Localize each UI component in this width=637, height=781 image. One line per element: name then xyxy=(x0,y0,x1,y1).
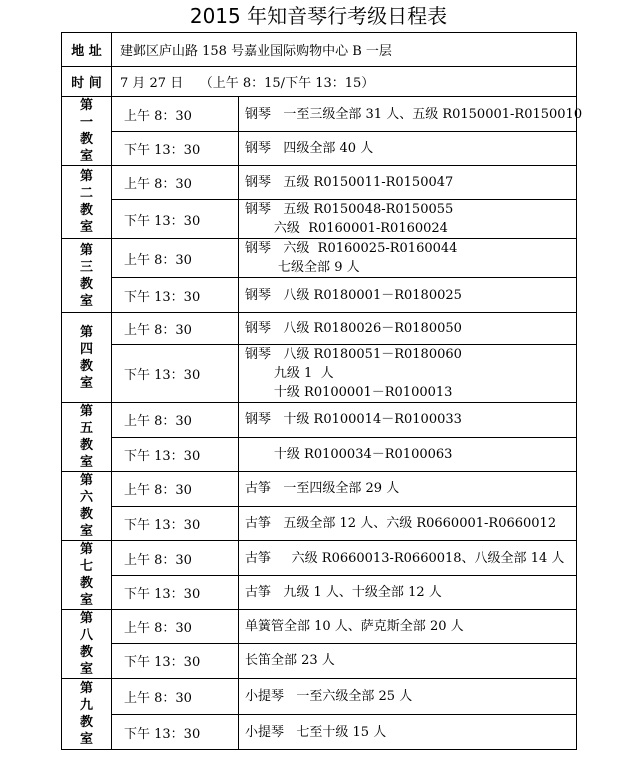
room-name xyxy=(62,166,112,239)
session-row xyxy=(62,679,577,715)
session-content xyxy=(239,541,577,576)
room-name-char: 室 xyxy=(79,220,93,235)
session-time: 下午 13：30 xyxy=(112,715,239,750)
session-time: 上午 8：30 xyxy=(112,610,239,644)
address-value: 建邺区庐山路 158 号嘉业国际购物中心 B 一层 xyxy=(112,33,577,67)
session-time: 下午 13：30 xyxy=(112,345,239,403)
session-row xyxy=(62,97,577,132)
content-line: 钢琴 一至三级全部 31 人、五级 R0150001-R0150010 xyxy=(245,106,583,122)
room-name-char: 第 xyxy=(79,169,93,184)
room-name-char: 第 xyxy=(79,542,93,557)
session-row xyxy=(62,132,577,166)
session-content xyxy=(239,97,583,132)
content-line: 钢琴 五级 R0150011-R0150047 xyxy=(245,175,454,190)
session-time: 上午 8：30 xyxy=(112,313,239,345)
session-content xyxy=(239,200,577,239)
room-name-char: 教 xyxy=(79,276,93,292)
room-name-char: 教 xyxy=(79,715,93,730)
session-content xyxy=(239,472,577,507)
session-content xyxy=(239,313,577,345)
content-line: 钢琴 八级 R0180026－R0180050 xyxy=(245,321,462,336)
session-row xyxy=(62,200,577,239)
session-row xyxy=(62,313,577,345)
room-name xyxy=(62,313,112,403)
room-name xyxy=(62,610,112,679)
room-name xyxy=(62,472,112,541)
content-line: 钢琴 五级 R0150048-R0150055 xyxy=(245,202,454,217)
session-content xyxy=(239,715,577,750)
session-row xyxy=(62,541,577,576)
room-name-char: 室 xyxy=(79,455,93,470)
content-line: 单簧管全部 10 人、萨克斯全部 20 人 xyxy=(245,618,464,634)
content-line: 十级 R0100034－R0100063 xyxy=(245,446,453,462)
room-name xyxy=(62,403,112,472)
room-name-char: 教 xyxy=(79,507,93,522)
time-label: 时 间 xyxy=(62,67,112,97)
session-content xyxy=(239,576,577,610)
room-name-char: 室 xyxy=(79,293,93,309)
session-time: 下午 13：30 xyxy=(112,278,239,313)
address-row xyxy=(62,33,577,67)
content-line: 古筝 六级 R0660013-R0660018、八级全部 14 人 xyxy=(245,550,565,566)
session-row xyxy=(62,437,577,472)
content-line: 长笛全部 23 人 xyxy=(245,653,335,669)
session-time: 上午 8：30 xyxy=(112,239,239,278)
time-value: 7 月 27 日 （上午 8：15/下午 13：15） xyxy=(112,67,577,97)
session-content xyxy=(239,345,577,403)
room-name-char: 第 xyxy=(79,473,93,488)
session-row xyxy=(62,643,577,678)
room-name-char: 室 xyxy=(79,524,93,539)
content-line: 钢琴 八级 R0180001－R0180025 xyxy=(245,287,462,303)
room-name xyxy=(62,97,112,166)
address-label: 地 址 xyxy=(62,33,112,67)
room-name-char: 教 xyxy=(79,438,93,453)
room-name-char: 第 xyxy=(79,242,93,258)
session-row xyxy=(62,472,577,507)
room-name-char: 一 xyxy=(79,115,93,130)
room-name-char: 室 xyxy=(79,593,93,608)
schedule-table xyxy=(61,32,583,750)
session-row xyxy=(62,239,577,278)
room-name xyxy=(62,541,112,610)
session-row xyxy=(62,576,577,610)
session-content xyxy=(239,679,577,715)
session-time: 下午 13：30 xyxy=(112,576,239,610)
session-time: 上午 8：30 xyxy=(112,472,239,507)
content-line: 钢琴 四级全部 40 人 xyxy=(245,141,374,156)
room-name-char: 教 xyxy=(79,576,93,591)
room-name-char: 室 xyxy=(79,375,93,391)
content-line: 古筝 五级全部 12 人、六级 R0660001-R0660012 xyxy=(245,515,557,531)
session-time: 上午 8：30 xyxy=(112,541,239,576)
time-row xyxy=(62,67,577,97)
session-row xyxy=(62,166,577,200)
session-time: 上午 8：30 xyxy=(112,166,239,200)
room-name-char: 教 xyxy=(79,645,93,660)
room-name-char: 第 xyxy=(79,681,93,696)
session-row xyxy=(62,610,577,644)
session-content xyxy=(239,610,577,644)
content-line: 小提琴 七至十级 15 人 xyxy=(245,724,387,740)
room-name xyxy=(62,239,112,313)
content-line: 九级 1 人 xyxy=(245,366,334,381)
room-name-char: 五 xyxy=(79,421,93,436)
session-content xyxy=(239,506,577,541)
session-content xyxy=(239,278,577,313)
content-line: 古筝 一至四级全部 29 人 xyxy=(245,481,400,497)
session-content xyxy=(239,239,577,278)
session-time: 下午 13：30 xyxy=(112,506,239,541)
room-name-char: 教 xyxy=(79,358,93,374)
room-name-char: 七 xyxy=(79,559,93,574)
session-row xyxy=(62,345,577,403)
session-content xyxy=(239,166,577,200)
room-name-char: 六 xyxy=(79,490,93,505)
content-line: 钢琴 十级 R0100014－R0100033 xyxy=(245,412,462,428)
session-time: 下午 13：30 xyxy=(112,437,239,472)
room-name-char: 教 xyxy=(79,203,93,218)
room-name-char: 室 xyxy=(79,732,93,747)
room-name-char: 教 xyxy=(79,132,93,147)
session-row xyxy=(62,715,577,750)
content-line: 小提琴 一至六级全部 25 人 xyxy=(245,689,413,704)
session-time: 上午 8：30 xyxy=(112,97,239,132)
content-line: 钢琴 八级 R0180051－R0180060 xyxy=(245,347,462,362)
page-title: 2015 年知音琴行考级日程表 xyxy=(189,4,448,28)
content-line: 七级全部 9 人 xyxy=(245,260,360,275)
room-name-char: 八 xyxy=(79,628,93,643)
session-row xyxy=(62,403,577,438)
room-name xyxy=(62,679,112,750)
room-name-char: 二 xyxy=(79,186,93,201)
room-name-char: 四 xyxy=(79,341,93,357)
room-name-char: 室 xyxy=(79,149,93,164)
room-name-char: 室 xyxy=(79,662,93,677)
content-line: 六级 R0160001-R0160024 xyxy=(245,221,448,236)
session-content xyxy=(239,403,577,438)
room-name-char: 九 xyxy=(79,698,93,713)
content-line: 十级 R0100001－R0100013 xyxy=(245,385,453,400)
content-line: 钢琴 六级 R0160025-R0160044 xyxy=(245,241,458,256)
room-name-char: 第 xyxy=(79,98,93,113)
session-content xyxy=(239,132,577,166)
room-name-char: 第 xyxy=(79,324,93,340)
session-time: 上午 8：30 xyxy=(112,679,239,715)
room-name-char: 第 xyxy=(79,404,93,419)
content-line: 古筝 九级 1 人、十级全部 12 人 xyxy=(245,585,442,600)
session-time: 下午 13：30 xyxy=(112,643,239,678)
session-row xyxy=(62,506,577,541)
session-content xyxy=(239,643,577,678)
room-name-char: 第 xyxy=(79,611,93,626)
room-name-char: 三 xyxy=(79,259,93,275)
session-row xyxy=(62,278,577,313)
session-content xyxy=(239,437,577,472)
session-time: 上午 8：30 xyxy=(112,403,239,438)
session-time: 下午 13：30 xyxy=(112,200,239,239)
session-time: 下午 13：30 xyxy=(112,132,239,166)
